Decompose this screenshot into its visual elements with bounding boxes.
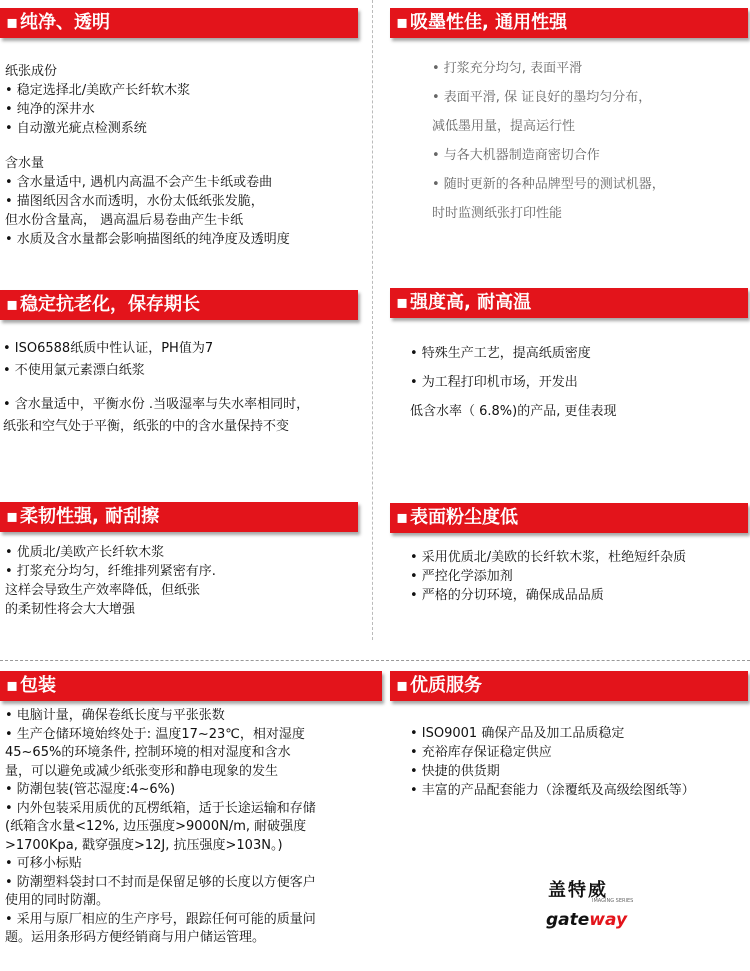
list-item: • 含水量适中，平衡水份 .当吸湿率与失水率相同时， <box>3 397 310 412</box>
group-label: 含水量 <box>5 156 45 171</box>
column-divider <box>372 0 373 640</box>
list-item: >1700Kpa, 戳穿强度>12J, 抗压强度>103N。) <box>5 837 283 853</box>
section-header-service <box>390 671 748 701</box>
section-header-ink <box>390 8 748 38</box>
list-item: • 表面平滑, 保 证良好的墨均匀分布， <box>432 90 652 105</box>
header-bullet-icon: ▪ <box>396 507 409 528</box>
section-body-strength <box>410 339 617 426</box>
list-item: • 防潮包装(管芯湿度:4~6%) <box>5 782 176 797</box>
section-header-dust <box>390 503 748 533</box>
list-item: • 内外包装采用质优的瓦楞纸箱，适于长途运输和存储 <box>5 800 316 816</box>
section-body-aging <box>3 338 309 438</box>
section-header-flexibility <box>0 502 358 532</box>
list-item: • 水质及含水量都会影响描图纸的纯净度及透明度 <box>5 232 290 247</box>
section-body-dust <box>410 548 686 605</box>
section-body-moisture <box>5 154 290 249</box>
section-divider <box>0 660 750 661</box>
list-item: 题。运用条形码方便经销商与用户储运管理。 <box>5 930 266 945</box>
list-item: • 采用优质北/美欧的长纤软木浆，杜绝短纤杂质 <box>410 550 687 565</box>
list-item: • 充裕库存保证稳定供应 <box>410 745 552 760</box>
logo-subtitle: IMAGING SERIES <box>592 898 634 904</box>
list-item: 纸张和空气处于平衡，纸张的中的含水量保持不变 <box>3 419 290 434</box>
list-item: • 快捷的供货期 <box>410 764 500 779</box>
header-bullet-icon: ▪ <box>396 12 409 33</box>
list-item: • 严控化学添加剂 <box>410 569 513 584</box>
list-item: • 纯净的深井水 <box>5 102 95 117</box>
section-title: 柔韧性强, 耐刮擦 <box>20 506 160 527</box>
list-item: • 丰富的产品配套能力（涂覆纸及高级绘图纸等） <box>410 783 695 798</box>
list-item: 这样会导致生产效率降低，但纸张 <box>5 583 201 598</box>
list-item: • 防潮塑料袋封口不封而是保留足够的长度以方便客户 <box>5 874 316 890</box>
list-item: • 打浆充分均匀，纤维排列紧密有序. <box>5 564 216 579</box>
list-item: • 电脑计量，确保卷纸长度与平张张数 <box>5 708 225 723</box>
section-title: 包装 <box>20 675 56 696</box>
section-body-packaging <box>5 707 316 948</box>
header-bullet-icon: ▪ <box>6 506 19 527</box>
list-item: • 打浆充分均匀, 表面平滑 <box>432 61 583 76</box>
section-body-flexibility <box>5 543 216 619</box>
group-label: 纸张成份 <box>5 64 58 79</box>
section-body-service <box>410 724 695 800</box>
spacer <box>3 382 309 394</box>
section-header-strength <box>390 288 748 318</box>
header-bullet-icon: ▪ <box>396 675 409 696</box>
list-item: • 为工程打印机市场，开发出 <box>410 375 578 390</box>
gateway-logo <box>540 876 636 936</box>
logo-text-way: way <box>589 910 628 930</box>
list-item: 减低墨用量，提高运行性 <box>432 119 576 134</box>
list-item: • 稳定选择北/美欧产长纤软木浆 <box>5 83 191 98</box>
header-bullet-icon: ▪ <box>396 292 409 313</box>
list-item: 时时监测纸张打印性能 <box>432 206 563 221</box>
list-item: • 不使用氯元素漂白纸浆 <box>3 363 145 378</box>
list-item: • 自动激光疵点检测系统 <box>5 121 147 136</box>
list-item: • 严格的分切环境，确保成品品质 <box>410 588 604 603</box>
section-title: 表面粉尘度低 <box>410 507 518 528</box>
list-item: • ISO9001 确保产品及加工品质稳定 <box>410 726 625 741</box>
header-bullet-icon: ▪ <box>6 12 19 33</box>
list-item: • 随时更新的各种品牌型号的测试机器， <box>432 177 665 192</box>
section-title: 纯净、透明 <box>20 12 110 33</box>
list-item: • 优质北/美欧产长纤软木浆 <box>5 545 165 560</box>
section-title: 强度高, 耐高温 <box>410 292 532 313</box>
list-item: • 特殊生产工艺，提高纸质密度 <box>410 346 591 361</box>
logo-english-text <box>546 910 627 930</box>
section-title: 吸墨性佳, 通用性强 <box>410 12 568 33</box>
section-header-aging <box>0 290 358 320</box>
list-item: 低含水率（ 6.8%)的产品, 更佳表现 <box>410 404 617 419</box>
section-header-pure <box>0 8 358 38</box>
logo-chinese-text: 盖特威 <box>548 880 608 901</box>
list-item: • 含水量适中, 遇机内高温不会产生卡纸或卷曲 <box>5 175 273 190</box>
list-item: (纸箱含水量<12%, 边压强度>9000N/m, 耐破强度 <box>5 819 307 834</box>
list-item: • ISO6588纸质中性认证，PH值为7 <box>3 341 214 356</box>
section-body-ink <box>432 54 665 228</box>
list-item: • 可移小标贴 <box>5 856 82 871</box>
list-item: 45~65%的环境条件, 控制环境的相对湿度和含水 <box>5 745 291 760</box>
list-item: 的柔韧性将会大大增强 <box>5 602 136 617</box>
header-bullet-icon: ▪ <box>6 675 19 696</box>
list-item: • 采用与原厂相应的生产序号，跟踪任何可能的质量问 <box>5 911 316 927</box>
section-title: 优质服务 <box>410 675 482 696</box>
list-item: 但水份含量高， 遇高温后易卷曲产生卡纸 <box>5 213 244 228</box>
list-item: • 描图纸因含水而透明，水份太低纸张发脆， <box>5 194 264 209</box>
list-item: 使用的同时防潮。 <box>5 893 110 908</box>
list-item: • 生产仓储环境始终处于: 温度17~23℃，相对湿度 <box>5 726 305 742</box>
logo-text-gate: gate <box>546 910 590 930</box>
section-body-pure <box>5 62 190 138</box>
header-bullet-icon: ▪ <box>6 294 19 315</box>
list-item: • 与各大机器制造商密切合作 <box>432 148 600 163</box>
section-title: 稳定抗老化，保存期长 <box>20 294 200 315</box>
list-item: 量，可以避免或减少纸张变形和静电现象的发生 <box>5 763 279 779</box>
section-header-packaging <box>0 671 382 701</box>
